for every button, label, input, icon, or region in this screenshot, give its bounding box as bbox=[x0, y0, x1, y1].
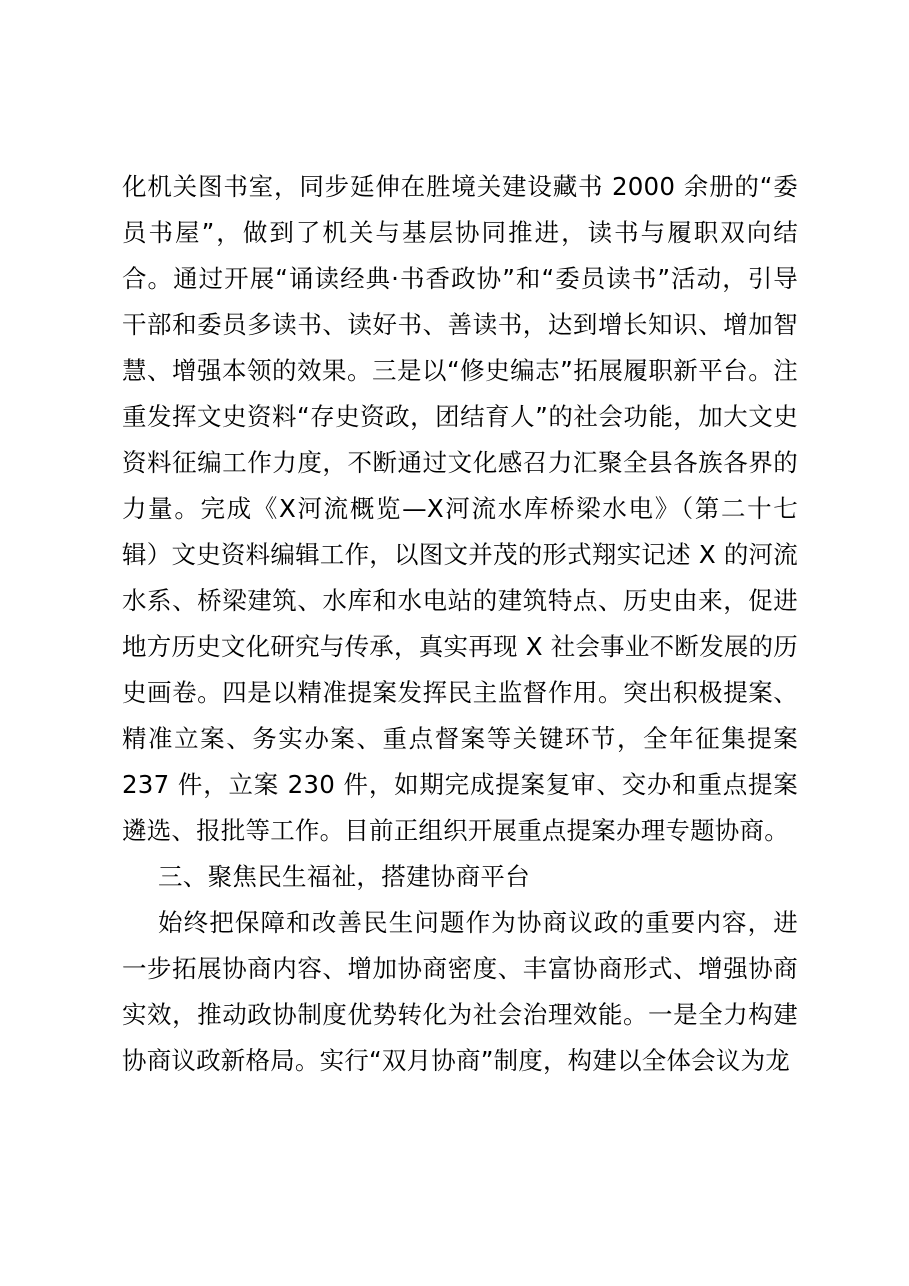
paragraph-continued: 化机关图书室，同步延伸在胜境关建设藏书 2000 余册的“委员书屋”，做到了机关与基层协同推进，读书与履职双向结合。通过开展“诵读经典·书香政协”和“委员读书”活动，引导干部和委员多读书、读好书、善读书，达到增长知识、增加智慧、增强本领的效果。三是以“修史编志”拓展履职新平台。注重发挥文史资料“存史资政，团结育人”的社会功能，加大文史资料征编工作力度，不断通过文化感召力汇聚全县各族各界的力量。完成《X河流概览—X河流水库桥梁水电》（第二十七辑）文史资料编辑工作，以图文并茂的形式翔实记述 X 的河流水系、桥梁建筑、水库和水电站的建筑特点、历史由来，促进地方历史文化研究与传承，真实再现 X 社会事业不断发展的历史画卷。四是以精准提案发挥民主监督作用。突出积极提案、精准立案、务实办案、重点督案等关键环节，全年征集提案 237 件，立案 230 件，如期完成提案复审、交办和重点提案遴选、报批等工作。目前正组织开展重点提案办理专题协商。 bbox=[122, 172, 798, 845]
document-body bbox=[122, 164, 798, 1084]
paragraph-body: 始终把保障和改善民生问题作为协商议政的重要内容，进一步拓展协商内容、增加协商密度、丰富协商形式、增强协商实效，推动政协制度优势转化为社会治理效能。一是全力构建协商议政新格局。实行“双月协商”制度，构建以全体会议为龙 bbox=[122, 908, 798, 1075]
section-heading: 三、聚焦民生福祉，搭建协商平台 bbox=[158, 862, 530, 891]
